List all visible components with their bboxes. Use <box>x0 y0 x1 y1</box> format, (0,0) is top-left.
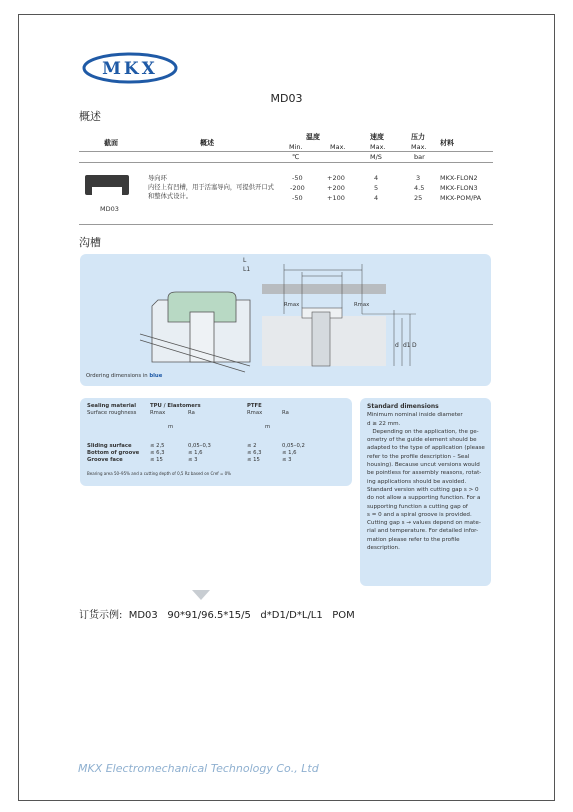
row3-pressure: 25 <box>414 194 423 202</box>
surface-ra-ptfe: Ra <box>282 410 289 416</box>
col-pressure: 压力 <box>411 133 425 141</box>
ordering-caption: Ordering dimensions in blue <box>86 373 163 379</box>
surface-row2-a: ≤ 6,3 <box>150 450 165 456</box>
surface-row3-c: ≤ 15 <box>247 457 260 463</box>
surface-row1-c: ≤ 2 <box>247 443 257 449</box>
standard-title: Standard dimensions <box>367 403 439 410</box>
surface-row1-label: Sliding surface <box>87 443 132 449</box>
surface-row2-label: Bottom of groove <box>87 450 140 456</box>
standard-line: Cutting gap s → values depend on mate- <box>367 520 481 527</box>
surface-row2-b: ≤ 1,6 <box>188 450 203 456</box>
profile-cross-section-icon <box>82 174 132 198</box>
standard-line: description. <box>367 545 400 552</box>
standard-line: s = 0 and a spiral groove is provided. <box>367 511 472 518</box>
dim-rmax-left: Rmax <box>284 302 300 308</box>
dim-L: L <box>243 257 247 264</box>
surface-tpu: TPU / Elastomers <box>150 403 201 409</box>
col-section: 截面 <box>104 139 118 147</box>
row3-speed: 4 <box>374 194 379 202</box>
dim-d: d <box>395 342 399 349</box>
surface-row3-d: ≤ 3 <box>282 457 292 463</box>
temp-min-label: Min. <box>289 143 303 151</box>
profile-name: MD03 <box>100 205 119 213</box>
groove-drawing <box>80 254 491 386</box>
surface-unit-tpu: m <box>168 424 174 430</box>
surface-row1-d: 0,05–0,2 <box>282 443 305 449</box>
surface-rmax-ptfe: Rmax <box>247 410 263 416</box>
document-title: MD03 <box>270 92 303 105</box>
standard-line: d ≥ 22 mm. <box>367 420 401 427</box>
standard-line: refer to the profile description – Seal <box>367 453 470 460</box>
standard-line: mation please refer to the profile <box>367 536 460 543</box>
dim-rmax-right: Rmax <box>354 302 370 308</box>
row3-material: MKX-POM/PA <box>440 194 482 202</box>
speed-max-label: Max. <box>370 143 386 151</box>
unit-speed: M/S <box>370 153 382 161</box>
table-rule-bottom <box>79 224 493 225</box>
surface-unit-ptfe: m <box>265 424 271 430</box>
surface-note: Bearing area 50–95% and a cutting depth of 0,5 Rz based on Cref = 0% <box>87 471 231 476</box>
standard-line: ometry of the guide element should be <box>367 437 477 444</box>
standard-line: do not allow a supporting function. For a <box>367 495 481 502</box>
row2-temp-min: -200 <box>290 184 305 192</box>
surface-h1: Sealing material <box>87 403 137 409</box>
section-groove-title: 沟槽 <box>79 236 101 249</box>
row1-temp-min: -50 <box>292 174 303 182</box>
mkx-logo <box>82 52 178 84</box>
section-overview-title: 概述 <box>79 110 101 123</box>
standard-line: Minimum nominal inside diameter <box>367 412 463 419</box>
surface-row3-a: ≤ 15 <box>150 457 163 463</box>
row2-speed: 5 <box>374 184 379 192</box>
row1-material: MKX-FLON2 <box>440 174 478 182</box>
surface-ptfe: PTFE <box>247 403 262 409</box>
surface-row3-label: Groove face <box>87 457 123 463</box>
row1-pressure: 3 <box>416 174 421 182</box>
standard-line: rial and temperature. For detailed infor- <box>367 528 479 535</box>
standard-line: Standard version with cutting gap s > 0 <box>367 486 479 493</box>
dim-D: D <box>412 342 417 349</box>
dim-d1: d1 <box>403 342 411 349</box>
row3-temp-max: +100 <box>327 194 345 202</box>
row2-material: MKX-FLON3 <box>440 184 478 192</box>
standard-line: be pointless for assembly reasons, rotat- <box>367 470 482 477</box>
standard-line: adapted to the type of application (please <box>367 445 485 452</box>
surface-row3-b: ≤ 3 <box>188 457 198 463</box>
surface-row1-a: ≤ 2,5 <box>150 443 165 449</box>
surface-row2-d: ≤ 1,6 <box>282 450 297 456</box>
standard-line: ing applications should be avoided. <box>367 478 467 485</box>
table-rule-mid <box>79 162 493 163</box>
surface-h1b: Surface roughness <box>87 410 137 416</box>
triangle-marker-icon <box>192 590 210 600</box>
surface-row1-b: 0,05–0,3 <box>188 443 211 449</box>
dim-L1: L1 <box>243 266 251 273</box>
temp-max-label: Max. <box>330 143 346 151</box>
row1-temp-max: +200 <box>327 174 345 182</box>
unit-temp: ℃ <box>292 153 300 161</box>
row2-pressure: 4.5 <box>414 184 425 192</box>
surface-ra-tpu: Ra <box>188 410 195 416</box>
profile-description: 导向环 内径上有凹槽，用于活塞导向，可提供开口式和整体式设计。 <box>148 175 274 200</box>
standard-dimensions <box>367 403 485 552</box>
order-example: 订货示例: MD03 90*91/96.5*15/5 d*D1/D*L/L1 POM <box>79 610 355 621</box>
pressure-max-label: Max. <box>411 143 427 151</box>
row1-speed: 4 <box>374 174 379 182</box>
col-temperature: 温度 <box>306 133 320 141</box>
svg-text:MKX: MKX <box>102 59 158 79</box>
unit-pressure: bar <box>414 153 425 161</box>
row3-temp-min: -50 <box>292 194 303 202</box>
standard-text <box>367 411 485 552</box>
table-rule-top <box>79 151 493 152</box>
footer-company: MKX Electromechanical Technology Co., Ltd <box>78 762 319 775</box>
row2-temp-max: +200 <box>327 184 345 192</box>
col-speed: 速度 <box>370 133 384 141</box>
surface-rmax-tpu: Rmax <box>150 410 166 416</box>
standard-line: housing). Because uncut versions would <box>367 462 480 469</box>
standard-line: supporting function a cutting gap of <box>367 503 468 510</box>
surface-row2-c: ≤ 6,3 <box>247 450 262 456</box>
col-description: 概述 <box>200 139 214 147</box>
standard-line: Depending on the application, the ge- <box>367 428 479 435</box>
col-material: 材料 <box>440 139 454 147</box>
